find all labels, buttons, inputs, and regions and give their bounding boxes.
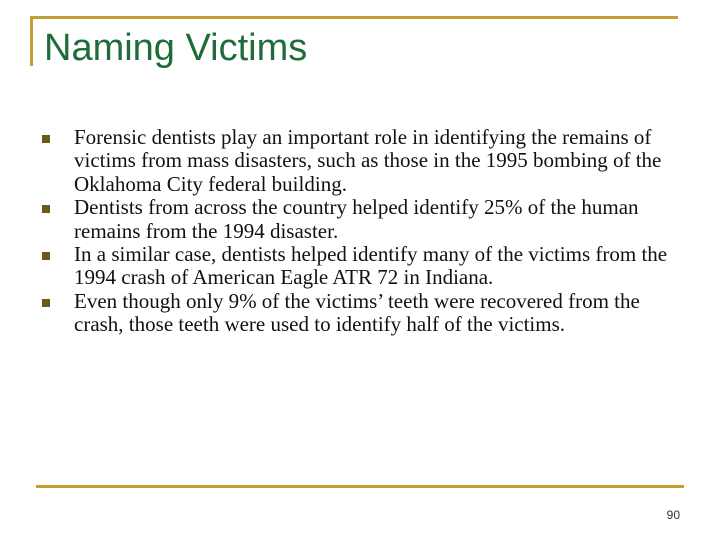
bullet-text: In a similar case, dentists helped identify many of the victims from the 1994 crash of American Eagle ATR 72 in Indiana. bbox=[74, 242, 668, 290]
bullet-text: Dentists from across the country helped identify 25% of the human remains from the 1994 disaster. bbox=[74, 195, 639, 243]
square-bullet-icon bbox=[42, 205, 50, 213]
bullet-text: Forensic dentists play an important role in identifying the remains of victims from mass disasters, such as those in the 1995 bombing of the Oklahoma City federal building. bbox=[74, 125, 662, 196]
page-number: 90 bbox=[666, 508, 680, 522]
bullet-item bbox=[42, 290, 682, 337]
bullet-text: Even though only 9% of the victims’ teeth were recovered from the crash, those teeth were used to identify half of the victims. bbox=[74, 288, 640, 337]
square-bullet-icon bbox=[42, 299, 50, 307]
square-bullet-icon bbox=[42, 135, 50, 143]
bullet-item bbox=[42, 196, 682, 243]
slide-title: Naming Victims bbox=[44, 27, 308, 69]
bottom-divider bbox=[36, 485, 684, 488]
bullet-item bbox=[42, 126, 682, 196]
bullet-list bbox=[42, 126, 682, 337]
bullet-item bbox=[42, 243, 682, 290]
square-bullet-icon bbox=[42, 252, 50, 260]
top-divider bbox=[30, 16, 678, 19]
left-accent-bar bbox=[30, 16, 33, 66]
